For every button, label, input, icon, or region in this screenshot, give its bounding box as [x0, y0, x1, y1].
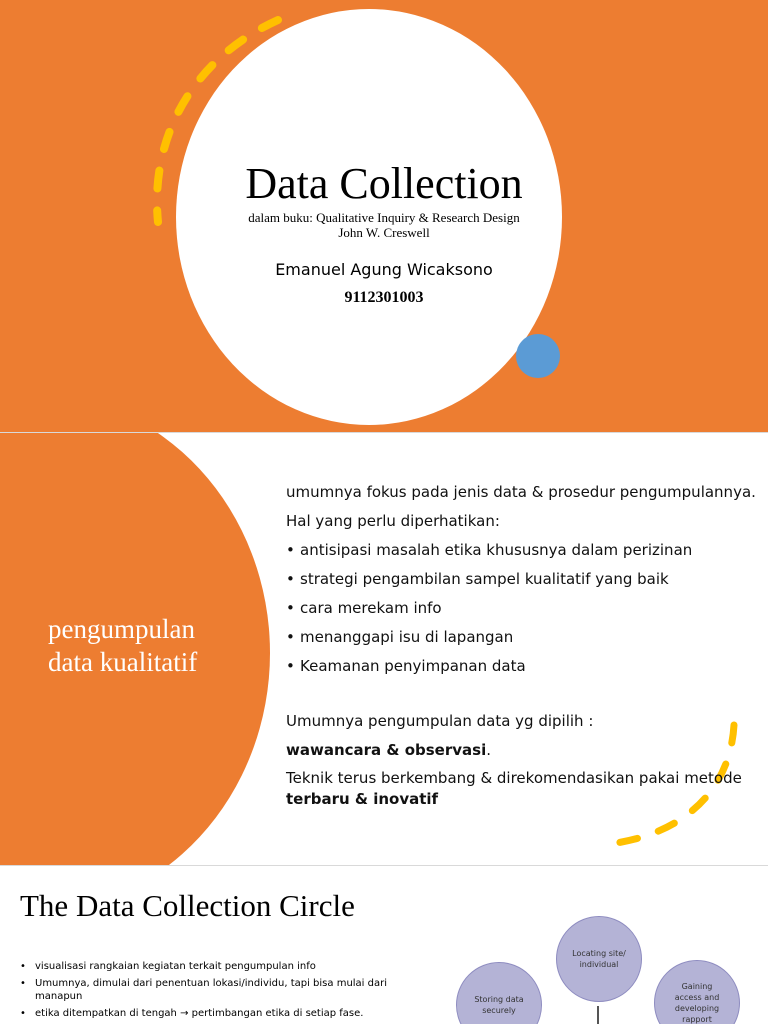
intro-text: umumnya fokus pada jenis data & prosedur pengumpulannya. [286, 483, 756, 501]
technique-bold: terbaru & inovatif [286, 790, 439, 808]
technique-paragraph [286, 768, 768, 810]
cycle-connector [0, 866, 768, 1024]
methods-bold: wawancara & observasi [286, 741, 487, 759]
node-locating-site: Locating site/ individual [556, 916, 642, 1002]
section-title-line1: pengumpulan [48, 614, 195, 644]
list-item: • antisipasi masalah etika khususnya dalam perizinan [286, 539, 768, 568]
spacer [286, 684, 768, 710]
content-slide [0, 433, 768, 865]
method-intro: Umumnya pengumpulan data yg dipilih : [286, 712, 594, 730]
slide-title: The Data Collection Circle [20, 888, 355, 923]
list-item: • Keamanan penyimpanan data [286, 655, 768, 684]
subtitle-author: John W. Creswell [338, 225, 430, 240]
list-item: • cara merekam info [286, 597, 768, 626]
blue-dot-decoration [516, 334, 560, 378]
circle-slide [0, 866, 768, 1024]
technique-text: Teknik terus berkembang & direkomendasikan pakai metode [286, 769, 742, 787]
list-item: • menanggapi isu di lapangan [286, 626, 768, 655]
student-id: 9112301003 [344, 289, 424, 306]
list-item: • Umumnya, dimulai dari penentuan lokasi/individu, tapi bisa mulai dari manapun [20, 977, 410, 1003]
title-slide [0, 0, 768, 432]
list-item: • visualisasi rangkaian kegiatan terkait pengumpulan info [20, 960, 410, 973]
list-item: • etika ditempatkan di tengah → pertimbangan etika di setiap fase. [20, 1007, 410, 1020]
methods-period: . [486, 741, 491, 759]
subtitle-book: dalam buku: Qualitative Inquiry & Research Design [248, 210, 520, 225]
presentation-title: Data Collection [245, 159, 523, 208]
node-gaining-access: Gaining access and developing rapport [654, 960, 740, 1024]
presenter-name: Emanuel Agung Wicaksono [275, 260, 493, 279]
node-storing-data: Storing data securely [456, 962, 542, 1024]
content-body [286, 481, 768, 810]
methods-line [286, 739, 768, 768]
section-title-line2: data kualitatif [48, 647, 198, 677]
list-item: • strategi pengambilan sampel kualitatif yang baik [286, 568, 768, 597]
list-heading: Hal yang perlu diperhatikan: [286, 512, 500, 530]
